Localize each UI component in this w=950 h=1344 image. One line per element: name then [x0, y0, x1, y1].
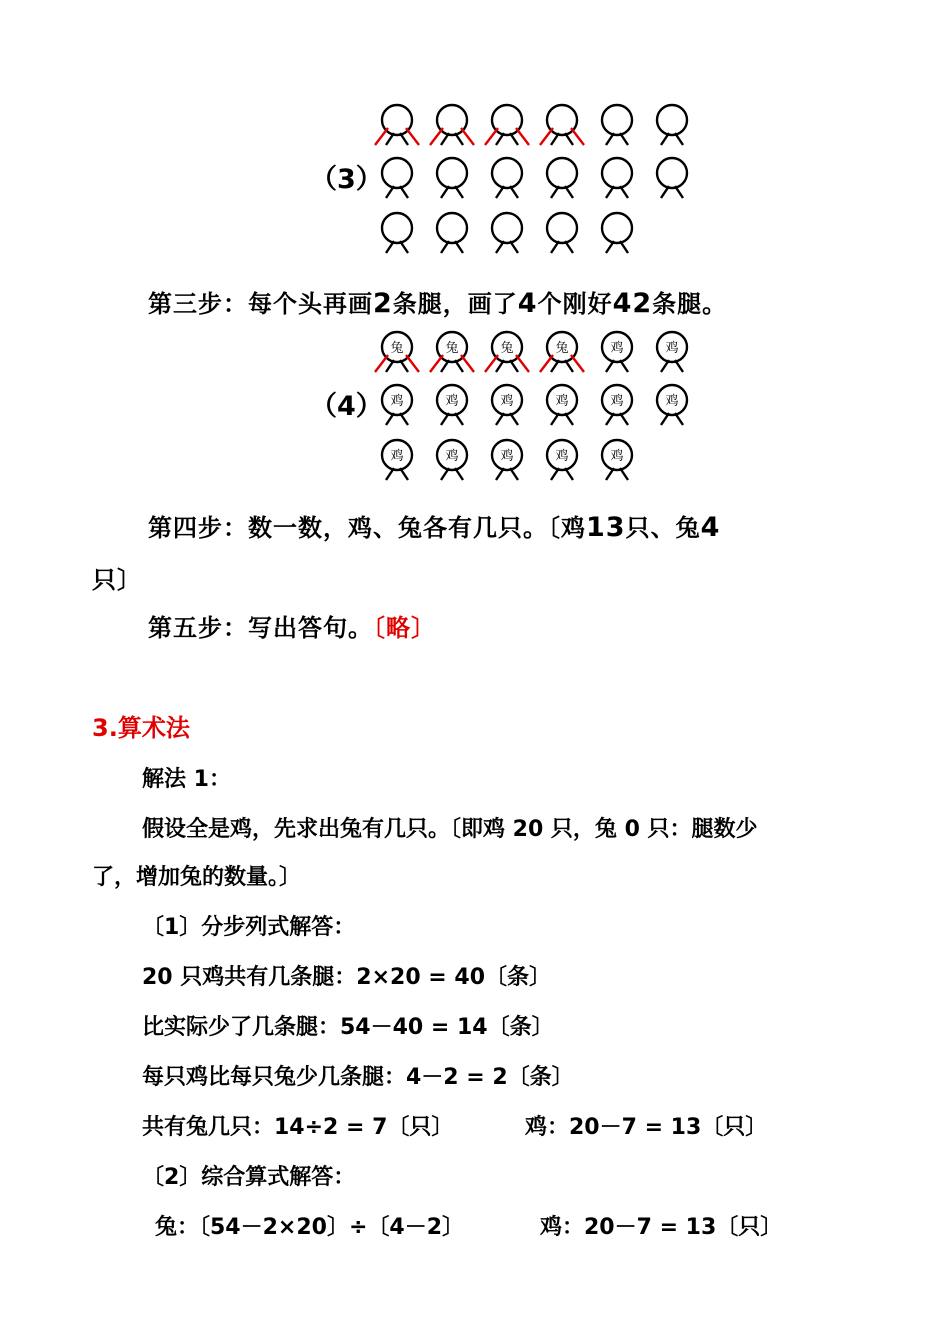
step-4-chicken-count: 13: [586, 512, 626, 543]
step-3-number-count: 4: [517, 288, 538, 319]
head-figure: [602, 213, 632, 253]
svg-text:鸡: 鸡: [610, 394, 624, 409]
calc-line-4-chicken: 鸡：20－7 = 13〔只〕: [525, 1115, 768, 1140]
step-4-rabbit-count: 4: [700, 512, 721, 543]
svg-text:兔: 兔: [390, 341, 404, 356]
calc-line-3: 每只鸡比每只兔少几条腿：4－2 = 2〔条〕: [142, 1065, 574, 1090]
part-1-title: 〔1〕分步列式解答：: [142, 915, 356, 940]
head-figure: [382, 213, 412, 253]
chicken-figure: [602, 440, 632, 480]
head-figure: [437, 213, 467, 253]
assumption-line-1: 假设全是鸡，先求出兔有几只。〔即鸡 20 只，兔 0 只：腿数少: [142, 817, 758, 842]
chicken-figure: [602, 332, 632, 372]
combined-chicken: 鸡：20－7 = 13〔只〕: [540, 1215, 783, 1240]
chicken-figure: [437, 385, 467, 425]
chicken-figure: [437, 440, 467, 480]
svg-text:兔: 兔: [445, 341, 459, 356]
svg-text:鸡: 鸡: [555, 449, 569, 464]
head-figure: [547, 158, 577, 198]
step-3-text: [148, 284, 727, 319]
svg-text:鸡: 鸡: [555, 394, 569, 409]
svg-text:兔: 兔: [555, 341, 569, 356]
calc-line-1: 20 只鸡共有几条腿：2×20 = 40〔条〕: [142, 965, 551, 990]
calc-line-4-rabbit: 共有兔几只：14÷2 = 7〔只〕: [142, 1115, 454, 1140]
chicken-figure: [382, 385, 412, 425]
head-figure: [657, 158, 687, 198]
rabbit-figure: [485, 332, 529, 372]
step-4-pre: 第四步：数一数，鸡、兔各有几只。〔鸡: [148, 513, 586, 542]
figure-3: [300, 95, 720, 265]
svg-text:鸡: 鸡: [390, 394, 404, 409]
head-figure: [485, 105, 529, 145]
chicken-figure: [492, 385, 522, 425]
svg-text:鸡: 鸡: [610, 341, 624, 356]
calc-line-2: 比实际少了几条腿：54－40 = 14〔条〕: [142, 1015, 554, 1040]
head-figure: [492, 158, 522, 198]
step-5-text: [148, 608, 436, 643]
svg-text:鸡: 鸡: [445, 394, 459, 409]
step-4-line-2: 只〕: [92, 565, 142, 594]
chicken-figure: [657, 332, 687, 372]
head-figure: [602, 158, 632, 198]
step-5-label: 第五步：写出答句。: [148, 613, 373, 642]
rabbit-figure: [540, 332, 584, 372]
step-3-post: 条腿。: [652, 289, 728, 318]
svg-text:鸡: 鸡: [610, 449, 624, 464]
assumption-line-2: 了，增加兔的数量。〕: [92, 865, 302, 890]
method-1-title: 解法 1：: [142, 767, 231, 792]
chicken-figure: [382, 440, 412, 480]
svg-text:兔: 兔: [500, 341, 514, 356]
step-3-mid: 条腿，画了: [392, 289, 518, 318]
rabbit-figure: [430, 332, 474, 372]
figure-3-label: （3）: [310, 164, 383, 195]
svg-text:鸡: 鸡: [500, 394, 514, 409]
svg-text:鸡: 鸡: [500, 449, 514, 464]
chicken-figure: [657, 385, 687, 425]
head-figure: [382, 158, 412, 198]
step-3-number-legs: 2: [373, 288, 393, 319]
head-figure: [437, 158, 467, 198]
figure-4-label: （4）: [310, 391, 383, 422]
step-4-line-1: [148, 508, 720, 543]
head-figure: [657, 105, 687, 145]
section-3-heading: 3.算术法: [92, 714, 190, 742]
chicken-figure: [492, 440, 522, 480]
head-figure: [540, 105, 584, 145]
svg-text:鸡: 鸡: [665, 341, 679, 356]
part-2-title: 〔2〕综合算式解答：: [142, 1165, 356, 1190]
rabbit-figure: [375, 332, 419, 372]
head-figure: [547, 213, 577, 253]
step-3-number-total: 42: [612, 288, 653, 319]
step-4-mid: 只、兔: [625, 513, 701, 542]
svg-text:鸡: 鸡: [390, 449, 404, 464]
step-3-mid2: 个刚好: [537, 289, 613, 318]
chicken-figure: [602, 385, 632, 425]
svg-text:鸡: 鸡: [665, 394, 679, 409]
head-figure: [375, 105, 419, 145]
figure-4: [300, 322, 720, 492]
svg-text:鸡: 鸡: [445, 449, 459, 464]
combined-rabbit: 兔：〔54－2×20〕÷〔4－2〕: [155, 1215, 465, 1240]
chicken-figure: [547, 385, 577, 425]
head-figure: [602, 105, 632, 145]
chicken-figure: [547, 440, 577, 480]
head-figure: [430, 105, 474, 145]
head-figure: [492, 213, 522, 253]
step-5-answer: 〔略〕: [373, 613, 436, 642]
step-3-pre: 第三步：每个头再画: [148, 289, 373, 318]
